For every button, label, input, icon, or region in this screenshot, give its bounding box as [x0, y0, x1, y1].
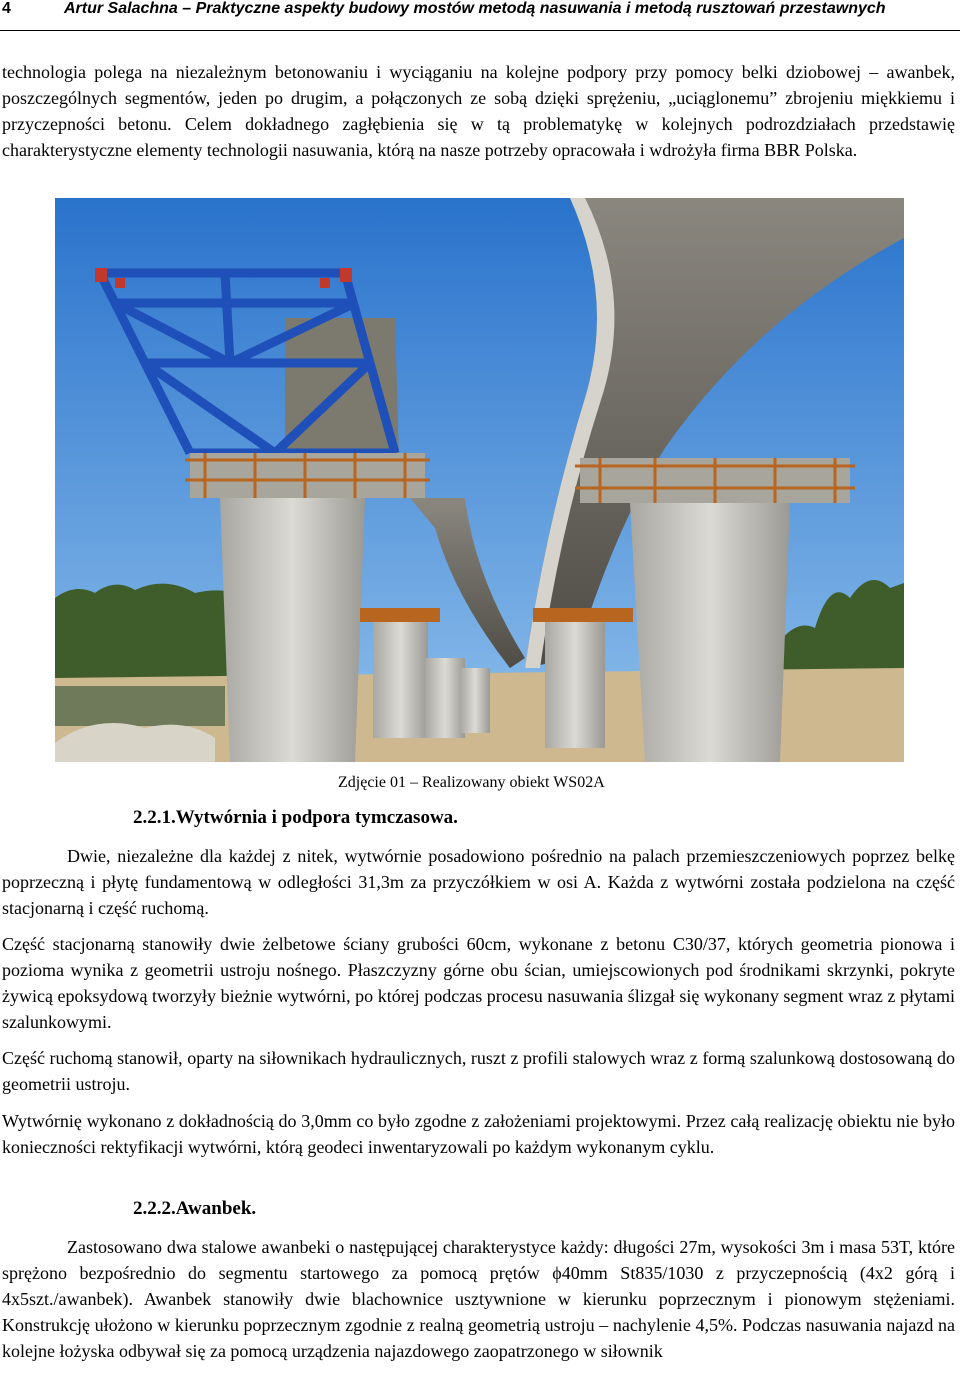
far-pier-2: [425, 658, 465, 738]
far-cap-1: [360, 608, 440, 622]
left-main-pier: [220, 498, 365, 762]
far-pier-1: [373, 618, 428, 738]
road-embankment: [55, 686, 225, 726]
paragraph-stationary-part: Część stacjonarną stanowiły dwie żelbetowe ściany grubości 60cm, wykonane z betonu C30/37, których geometria pionowa i pozioma wynika z geometrii ustroju nośnego. Płaszczyzny górne obu ścian, umiejscowionych pod środnikami skrzynki, pokryte żywicą epoksydową tworzyły bieżnie wytwórni, po której podczas procesu nasuwania ślizgał się wykonany segment wraz z płytami szalunkowymi.: [2, 934, 955, 1032]
page-header: [0, 0, 960, 30]
paragraph-factory-overview: Dwie, niezależne dla każdej z nitek, wytwórnie posadowiono pośrednio na palach przemieszczeniowych poprzez belkę poprzeczną i płytę fundamentową w odległości 31,3m za przyczółkiem w osi A. Każda z wytwórni została podzielona na część stacjonarną i część ruchomą.: [2, 846, 955, 918]
page-number: 4: [2, 0, 11, 17]
right-main-pier: [630, 503, 790, 762]
paragraph-launching-nose: Zastosowano dwa stalowe awanbeki o następującej charakterystyce każdy: długości 27m, wysokości 3m i masa 53T, które sprężono bezpośrednio do segmentu startowego za pomocą prętów ϕ40mm St835/1030 z przyczepnością (4x2 górą i 4x5szt./awanbek). Awanbek stanowiły dwie blachownice usztywnione w kierunku poprzecznym i pionowym stężeniami. Konstrukcję ułożono w kierunku poprzecznym zgodnie z realną geometrią ustroju – nachylenie 4,5%. Podczas nasuwania najazd na kolejne łożyska odbywał się za pomocą urządzenia najazdowego zaopatrzonego w siłownik: [2, 1237, 955, 1361]
intro-paragraph: technologia polega na niezależnym betonowaniu i wyciąganiu na kolejne podpory przy pomocy belki dziobowej – awanbek, poszczególnych segmentów, jeden po drugim, a połączonych ze sobą dzięki sprężeniu, „uciąglonemu” zbrojeniu miękkiemu i przyczepności betonu. Celem dokładnego zagłębienia się w tą problematykę w kolejnych podrozdziałach przedstawię charakterystyczne elementy technologii nasuwania, którą na nasze potrzeby opracowała i wdrożyła firma BBR Polska.: [2, 62, 955, 160]
running-title: Artur Salachna – Praktyczne aspekty budowy mostów metodą nasuwania i metodą rusztowań przestawnych: [64, 0, 886, 17]
section-heading-2-2-1: 2.2.1.Wytwórnia i podpora tymczasowa.: [133, 807, 458, 828]
figure-caption: Zdjęcie 01 – Realizowany obiekt WS02A: [338, 774, 605, 791]
header-rule: [0, 30, 960, 31]
far-pier-4: [545, 618, 605, 748]
section-heading-2-2-2: 2.2.2.Awanbek.: [133, 1198, 257, 1219]
far-pier-3: [460, 668, 490, 733]
paragraph-accuracy: Wytwórnię wykonano z dokładnością do 3,0mm co było zgodne z założeniami projektowymi. Przez całą realizację obiektu nie było konieczności rektyfikacji wytwórni, którą geodeci inwentaryzowali po każdym wykonanym cyklu.: [2, 1111, 955, 1157]
paragraph-moving-part: Część ruchomą stanowił, oparty na siłownikach hydraulicznych, ruszt z profili stalowych wraz z formą szalunkową dostosowaną do geometrii ustroju.: [2, 1048, 955, 1094]
far-cap-2: [533, 608, 633, 622]
bridge-photo: [55, 198, 904, 762]
